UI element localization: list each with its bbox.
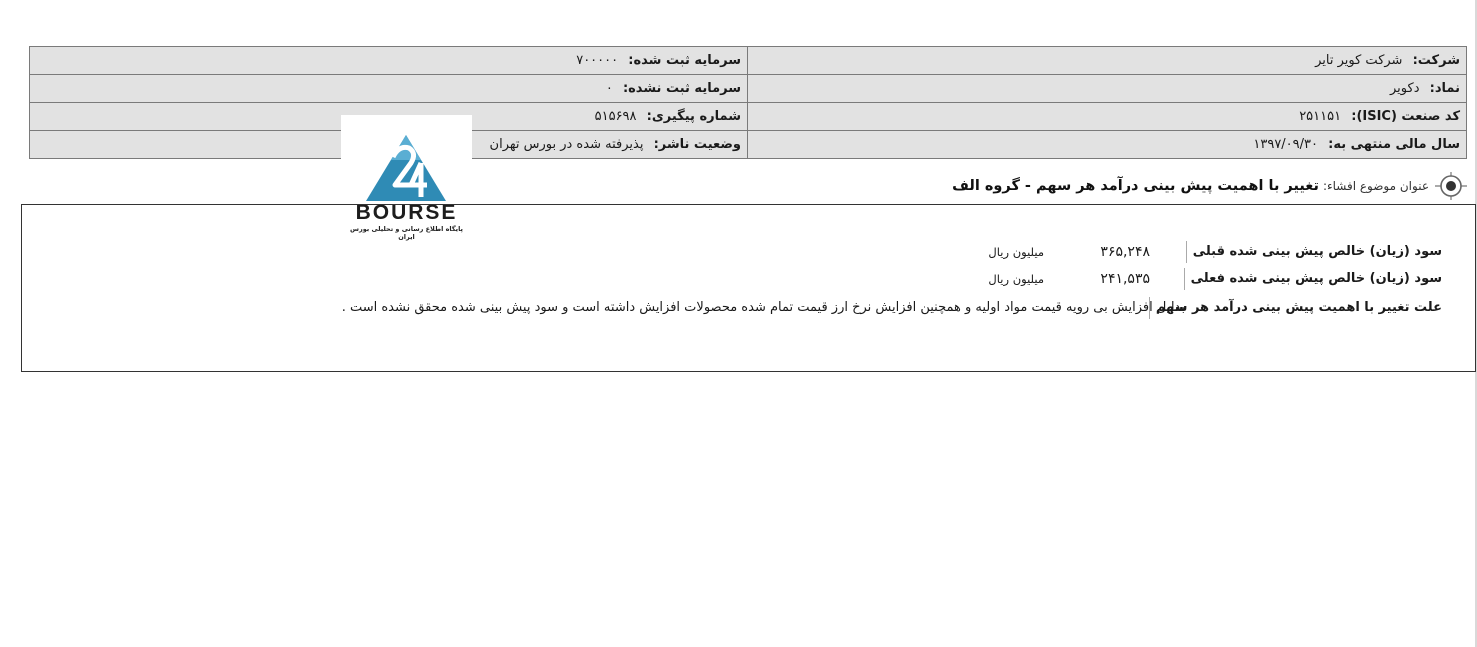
current-profit-value: ۲۴۱,۵۳۵: [1100, 271, 1150, 287]
registered-capital-value: ۷۰۰۰۰۰: [576, 53, 619, 68]
previous-profit-label: سود (زیان) خالص پیش بینی شده قبلی: [1186, 241, 1442, 263]
current-profit-label: سود (زیان) خالص پیش بینی شده فعلی: [1184, 268, 1442, 290]
current-profit-unit: میلیون ریال: [988, 272, 1044, 286]
subject-line: [952, 172, 1467, 200]
info-row: [30, 47, 1467, 75]
publisher-status-value: پذیرفته شده در بورس تهران: [489, 137, 644, 152]
reason-label: علت تغییر با اهمیت پیش بینی درآمد هر سهم: [1149, 297, 1442, 319]
info-row: [30, 103, 1467, 131]
tracking-value: ۵۱۵۶۹۸: [594, 109, 637, 124]
current-profit-row: [982, 268, 1442, 290]
symbol-value: دکویر: [1390, 81, 1420, 96]
subject-label: عنوان موضوع افشاء:: [1322, 179, 1429, 193]
company-value: شرکت کویر تایر: [1315, 53, 1403, 68]
logo-triangle-icon: [341, 115, 472, 205]
isic-cell: [748, 103, 1467, 131]
logo-brand-text: BOURSE: [355, 201, 458, 224]
target-bullet-icon: [1435, 172, 1467, 200]
unregistered-capital-label: سرمایه ثبت نشده:: [622, 81, 741, 96]
fiscal-year-label: سال مالی منتهی به:: [1328, 137, 1460, 152]
subject-title: تغییر با اهمیت پیش بینی درآمد هر سهم - گروه الف: [952, 178, 1319, 194]
tracking-label: شماره پیگیری:: [646, 109, 741, 124]
logo-tagline: پایگاه اطلاع رسانی و تحلیلی بورس ایران: [350, 225, 463, 241]
company-cell: [748, 47, 1467, 75]
previous-profit-row: [982, 241, 1442, 263]
info-row: [30, 131, 1467, 159]
fiscal-year-cell: [748, 131, 1467, 159]
registered-capital-label: سرمایه ثبت شده:: [628, 53, 741, 68]
registered-capital-cell: [30, 47, 748, 75]
company-label: شرکت:: [1412, 53, 1460, 68]
publisher-status-label: وضعیت ناشر:: [653, 137, 741, 152]
info-row: [30, 75, 1467, 103]
reason-row: [341, 297, 1442, 319]
unregistered-capital-cell: [30, 75, 748, 103]
previous-profit-unit: میلیون ریال: [988, 245, 1044, 259]
company-info-table: [29, 46, 1467, 159]
isic-value: ۲۵۱۱۵۱: [1299, 109, 1342, 124]
symbol-cell: [748, 75, 1467, 103]
disclosure-details-box: [21, 204, 1476, 372]
isic-label: کد صنعت (ISIC):: [1351, 109, 1460, 124]
unregistered-capital-value: ۰: [605, 81, 613, 96]
symbol-label: نماد:: [1429, 81, 1460, 96]
previous-profit-value: ۳۶۵,۲۴۸: [1100, 244, 1150, 260]
fiscal-year-value: ۱۳۹۷/۰۹/۳۰: [1253, 137, 1318, 152]
reason-text: بدلیل افزایش بی رویه قیمت مواد اولیه و همچنین افزایش نرخ ارز قیمت تمام شده محصولات افزایش داشته است و سود پیش بینی شده محقق نشده است .: [341, 300, 1185, 315]
